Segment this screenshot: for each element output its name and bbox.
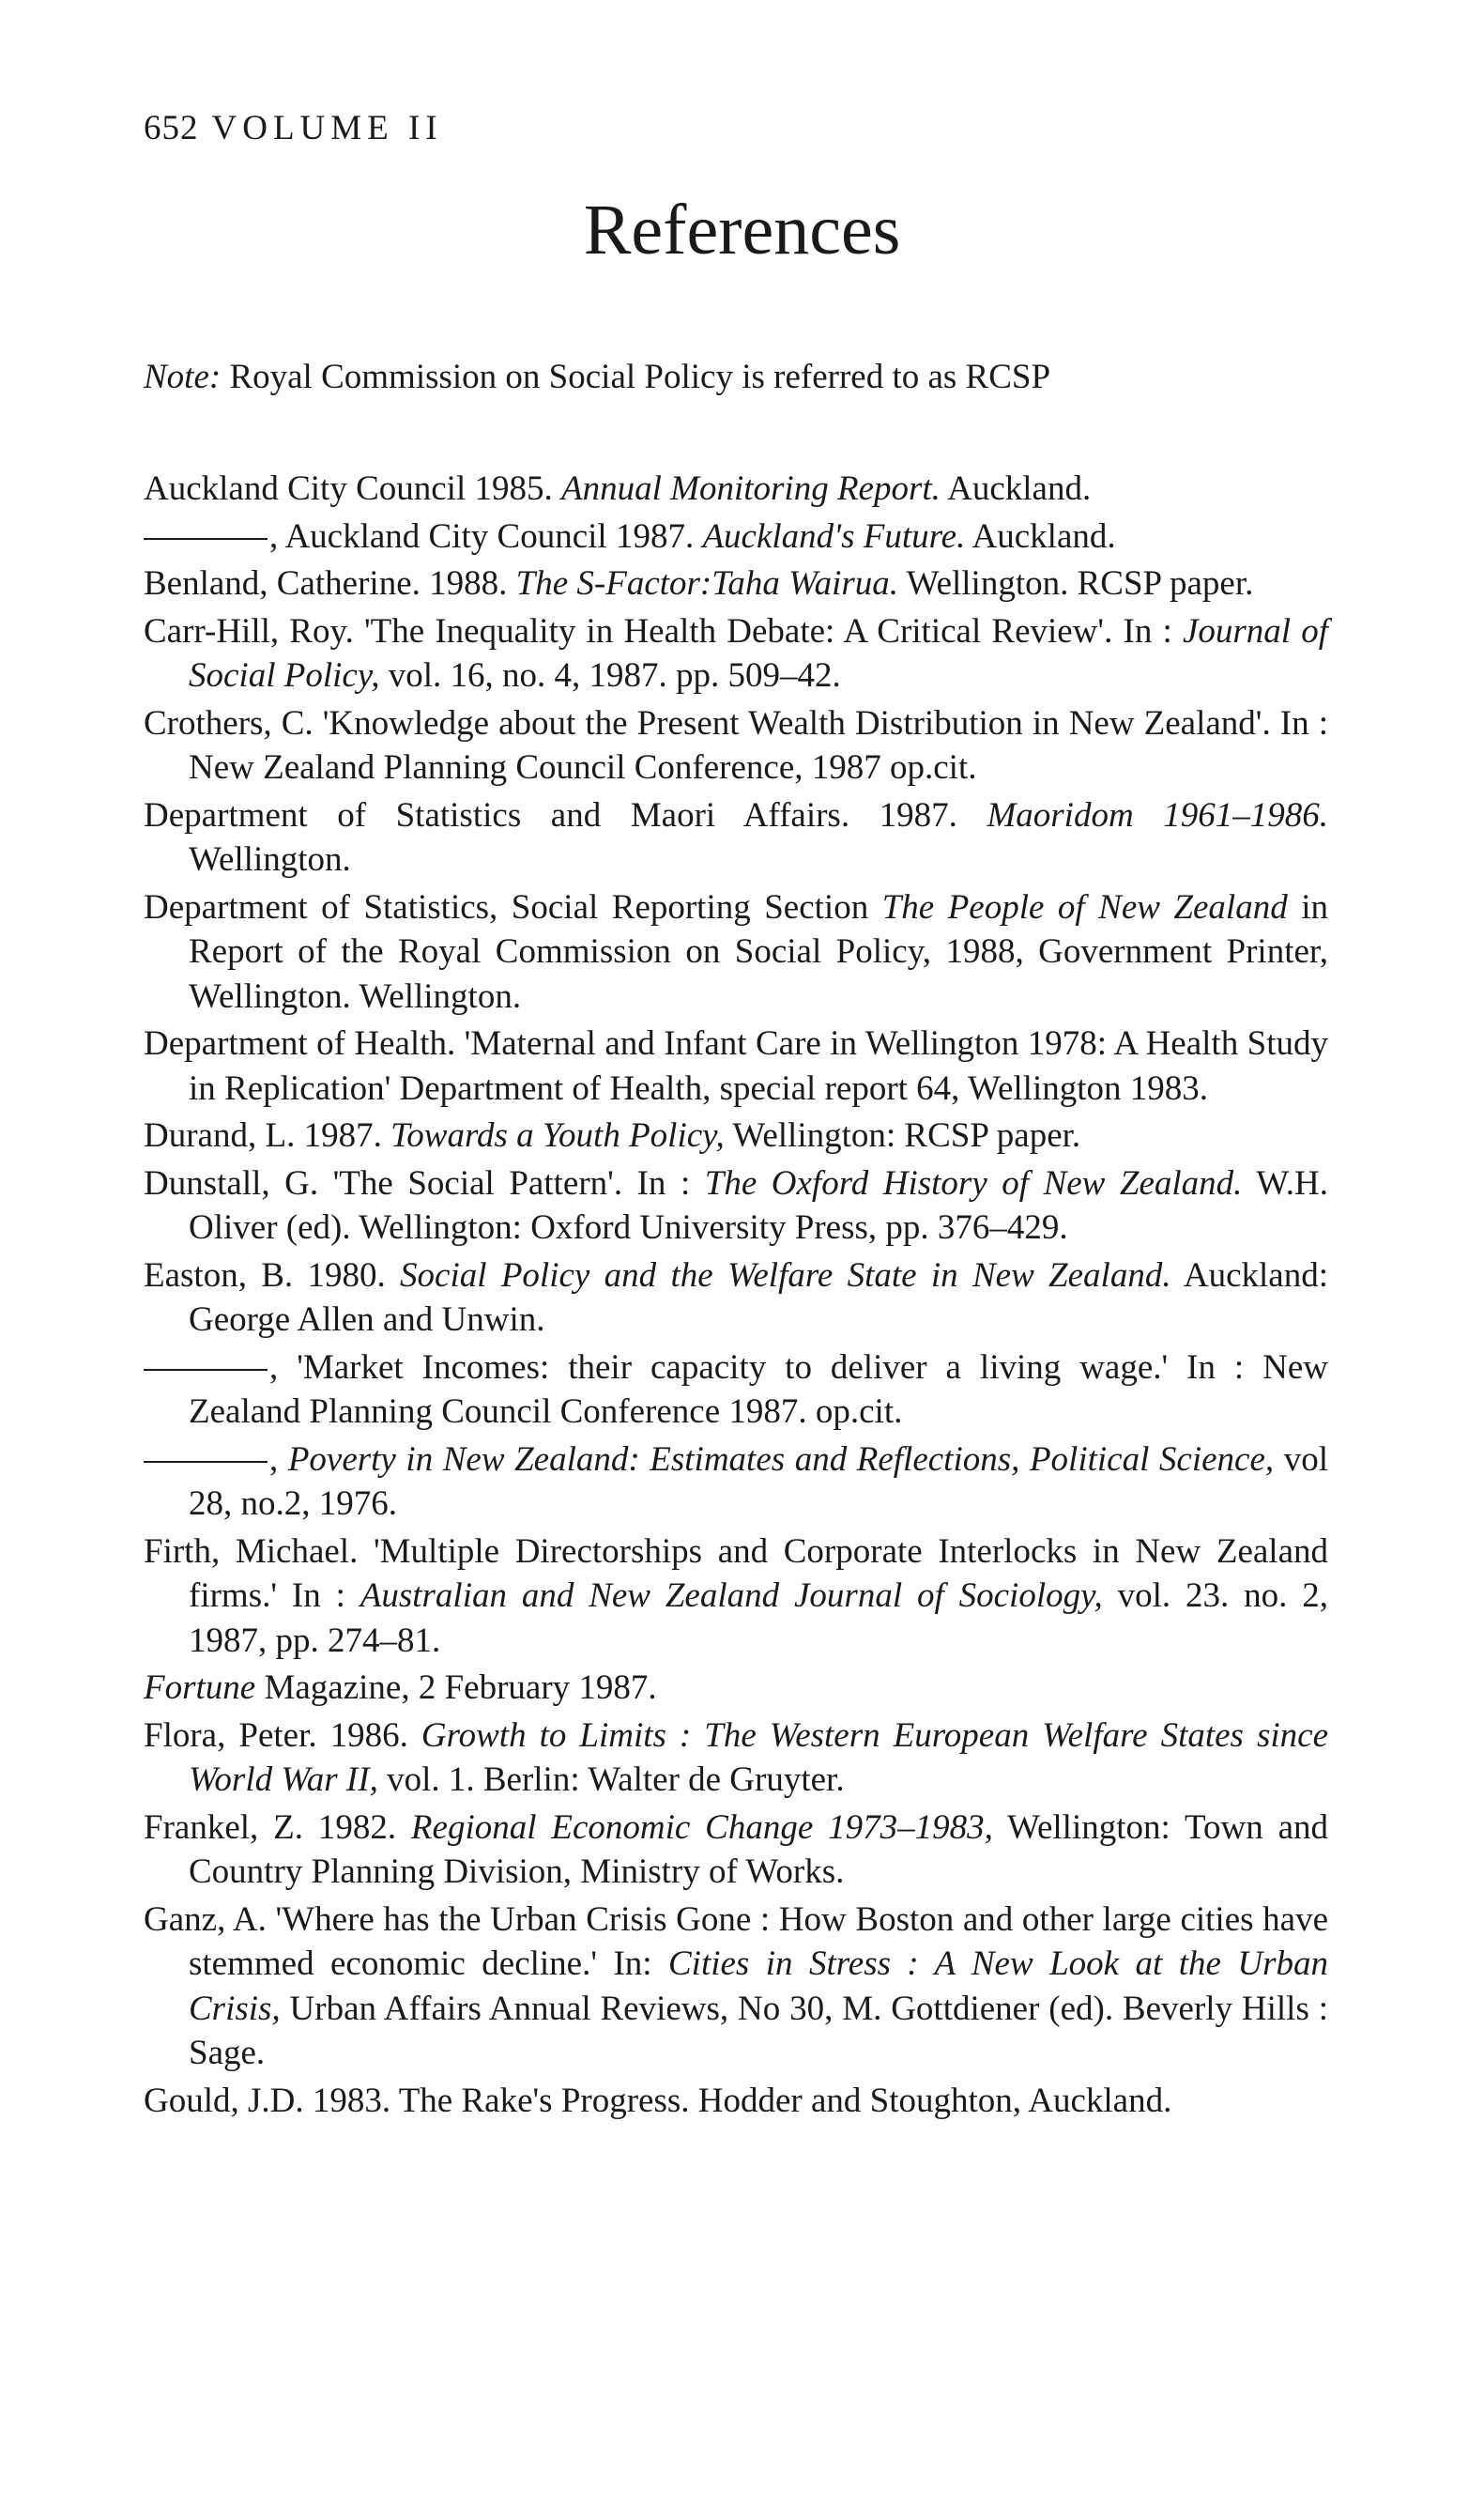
reference-text: Wellington. (189, 840, 351, 879)
reference-italic: The S-Factor:Taha Wairua. (515, 564, 899, 603)
reference-italic: Journal of Social Policy, (189, 611, 1328, 695)
reference-italic: Maoridom 1961–1986. (987, 795, 1328, 835)
reference-entry (144, 609, 1328, 699)
reference-entry (144, 561, 1328, 607)
ditto-dash (144, 1369, 268, 1371)
page-number: 652 (144, 109, 199, 147)
reference-text: vol. 23. no. 2, 1987, pp. 274–81. (189, 1576, 1329, 1660)
reference-entry (144, 1114, 1328, 1159)
reference-text: Easton, B. 1980. (144, 1255, 401, 1295)
page-title: References (583, 191, 901, 269)
reference-entry (144, 1806, 1328, 1895)
reference-text: vol. 16, no. 4, 1987. pp. 509–42. (379, 656, 841, 695)
reference-italic: The People of New Zealand (881, 887, 1288, 927)
reference-text: Wellington: RCSP paper. (724, 1116, 1081, 1155)
reference-text: Auckland: George Allen and Unwin. (189, 1255, 1328, 1339)
reference-entry (144, 515, 1328, 560)
note-text: Royal Commission on Social Policy is referred to as RCSP (221, 358, 1051, 396)
reference-text: Durand, L. 1987. (144, 1116, 391, 1155)
reference-italic: Cities in Stress : A New Look at the Urban Crisis, (189, 1944, 1328, 2028)
reference-text: Crothers, C. 'Knowledge about the Present Wealth Distribution in New Zealand'. In : New Zealand Planning Council Conference, 1987 op.cit. (144, 703, 1328, 787)
reference-entry (144, 1022, 1328, 1111)
reference-italic: Australian and New Zealand Journal of Sociology, (360, 1576, 1103, 1615)
reference-entry (144, 1437, 1328, 1527)
note (144, 357, 1050, 398)
reference-text: in Report of the Royal Commission on Social Policy, 1988, Government Printer, Wellington. Wellington. (189, 887, 1328, 1016)
volume-label: VOLUME II (211, 109, 443, 147)
reference-entry (144, 467, 1328, 512)
reference-text: Urban Affairs Annual Reviews, No 30, M. Gottdiener (ed). Beverly Hills : Sage. (189, 1989, 1328, 2072)
reference-text: Dunstall, G. 'The Social Pattern'. In : (144, 1163, 705, 1203)
reference-entry (144, 1666, 1328, 1711)
reference-italic: Towards a Youth Policy, (390, 1116, 725, 1155)
reference-entry (144, 1714, 1328, 1803)
reference-text: Wellington. RCSP paper. (898, 564, 1254, 603)
reference-text: , 'Market Incomes: their capacity to deliver a living wage.' In : New Zealand Planning Council Conference 1987. op.cit. (189, 1347, 1328, 1431)
reference-text: vol. 1. Berlin: Walter de Gruyter. (377, 1760, 845, 1799)
reference-text: W.H. Oliver (ed). Wellington: Oxford University Press, pp. 376–429. (189, 1163, 1329, 1247)
reference-text: Gould, J.D. 1983. The Rake's Progress. Hodder and Stoughton, Auckland. (144, 2081, 1172, 2120)
reference-text: Carr-Hill, Roy. 'The Inequality in Health Debate: A Critical Review'. In : (144, 611, 1183, 651)
reference-text: Department of Statistics and Maori Affairs. 1987. (144, 795, 987, 835)
reference-italic: Annual Monitoring Report. (561, 469, 941, 508)
reference-entry (144, 2079, 1328, 2124)
reference-text: , (269, 1439, 288, 1479)
reference-text: Department of Statistics, Social Reporting Section (144, 887, 882, 927)
reference-text: Ganz, A. 'Where has the Urban Crisis Gone : How Boston and other large cities have stemmed economic decline.' In: (144, 1899, 1328, 1983)
reference-italic: The Oxford History of New Zealand. (704, 1163, 1243, 1203)
reference-text: Magazine, 2 February 1987. (255, 1668, 657, 1707)
reference-italic: Growth to Limits : The Western European Welfare States since World War II, (189, 1715, 1328, 1799)
reference-text: Department of Health. 'Maternal and Infant Care in Wellington 1978: A Health Study in Replication' Department of Health, special report 64, Wellington 1983. (144, 1024, 1328, 1108)
reference-entry (144, 885, 1328, 1020)
reference-text: Auckland. (965, 516, 1116, 556)
reference-italic: Fortune (144, 1668, 256, 1707)
reference-text: Auckland City Council 1985. (144, 469, 561, 508)
reference-text: , Auckland City Council 1987. (269, 516, 703, 556)
reference-entry (144, 793, 1328, 883)
reference-text: Frankel, Z. 1982. (144, 1807, 411, 1847)
reference-text: vol 28, no.2, 1976. (189, 1439, 1328, 1523)
running-head (144, 111, 443, 146)
reference-text: Flora, Peter. 1986. (144, 1715, 421, 1755)
reference-italic: Regional Economic Change 1973–1983, (410, 1807, 993, 1847)
reference-list (144, 467, 1328, 2126)
ditto-dash (144, 538, 268, 540)
reference-text: Firth, Michael. 'Multiple Directorships and Corporate Interlocks in New Zealand firms.' In : (144, 1531, 1328, 1615)
reference-text: Wellington: Town and Country Planning Division, Ministry of Works. (189, 1807, 1328, 1891)
reference-entry (144, 1161, 1328, 1251)
reference-entry (144, 701, 1328, 791)
reference-italic: Social Policy and the Welfare State in New Zealand. (400, 1255, 1171, 1295)
reference-italic: Poverty in New Zealand: Estimates and Reflections, Political Science, (287, 1439, 1275, 1479)
reference-text: Auckland. (940, 469, 1092, 508)
note-label: Note: (144, 358, 222, 396)
reference-entry (144, 1898, 1328, 2076)
reference-italic: Auckland's Future. (702, 516, 966, 556)
reference-text: Benland, Catherine. 1988. (144, 564, 516, 603)
reference-entry (144, 1253, 1328, 1343)
reference-entry (144, 1345, 1328, 1435)
ditto-dash (144, 1461, 268, 1463)
reference-entry (144, 1529, 1328, 1664)
